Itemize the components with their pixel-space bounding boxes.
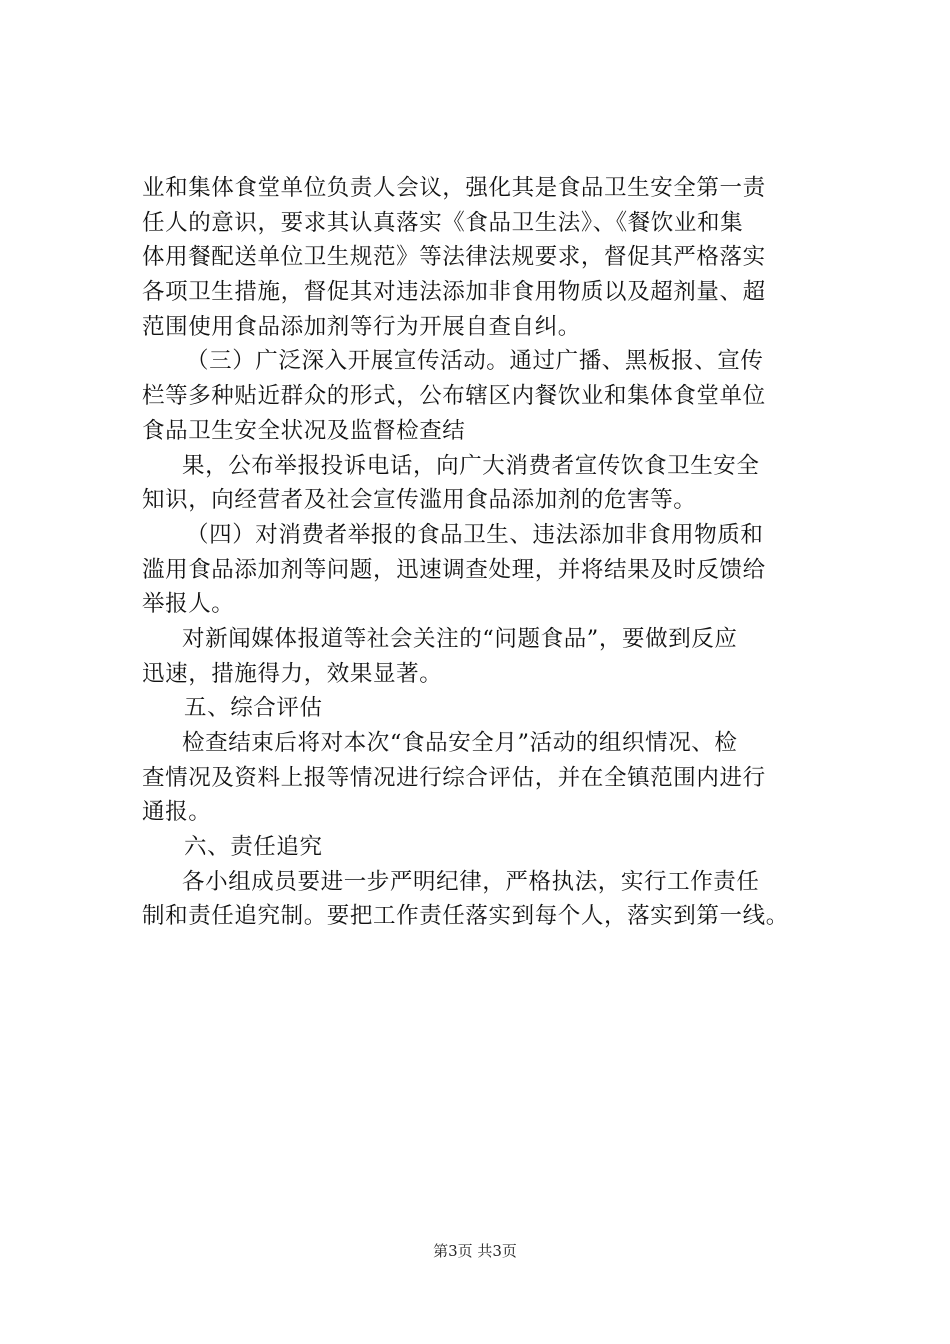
text-line: 各项卫生措施，督促其对违法添加非食用物质以及超剂量、超 [142,279,766,306]
text-line: 栏等多种贴近群众的形式，公布辖区内餐饮业和集体食堂单位 [142,383,766,410]
text-line: 迅速，措施得力，效果显著。 [142,660,443,687]
text-line: 各小组成员要进一步严明纪律，严格执法，实行工作责任 [182,868,760,895]
text-line: 范围使用食品添加剂等行为开展自查自纠。 [142,313,581,340]
text-line: 举报人。 [142,591,235,618]
text-line: 知识，向经营者及社会宣传滥用食品添加剂的危害等。 [142,487,697,514]
section-heading: 六、责任追究 [184,834,323,861]
text-line: 果，公布举报投诉电话，向广大消费者宣传饮食卫生安全 [182,452,760,479]
text-line: 检查结束后将对本次“食品安全月”活动的组织情况、检 [182,730,738,756]
text-line: 业和集体食堂单位负责人会议，强化其是食品卫生安全第一责 [142,175,766,201]
section-heading: 五、综合评估 [184,695,323,722]
text-line: （三）广泛深入开展宣传活动。通过广播、黑板报、宣传 [186,348,764,375]
page-number: 第3页 共3页 [433,1242,517,1260]
text-line: 任人的意识，要求其认真落实《食品卫生法》、《餐饮业和集 [142,209,744,236]
text-line: 对新闻媒体报道等社会关注的“问题食品”，要做到反应 [182,625,738,652]
text-line: 体用餐配送单位卫生规范》等法律法规要求，督促其严格落实 [142,244,766,271]
text-line: 滥用食品添加剂等问题，迅速调查处理，并将结果及时反馈给 [142,556,766,583]
text-line: 制和责任追究制。要把工作责任落实到每个人，落实到第一线。 [142,903,789,930]
text-line: （四）对消费者举报的食品卫生、违法添加非食用物质和 [186,521,764,548]
text-line: 食品卫生安全状况及监督检查结 [142,417,466,444]
text-line: 查情况及资料上报等情况进行综合评估，并在全镇范围内进行 [142,764,766,791]
document-body [142,171,842,934]
text-line: 通报。 [142,799,212,826]
